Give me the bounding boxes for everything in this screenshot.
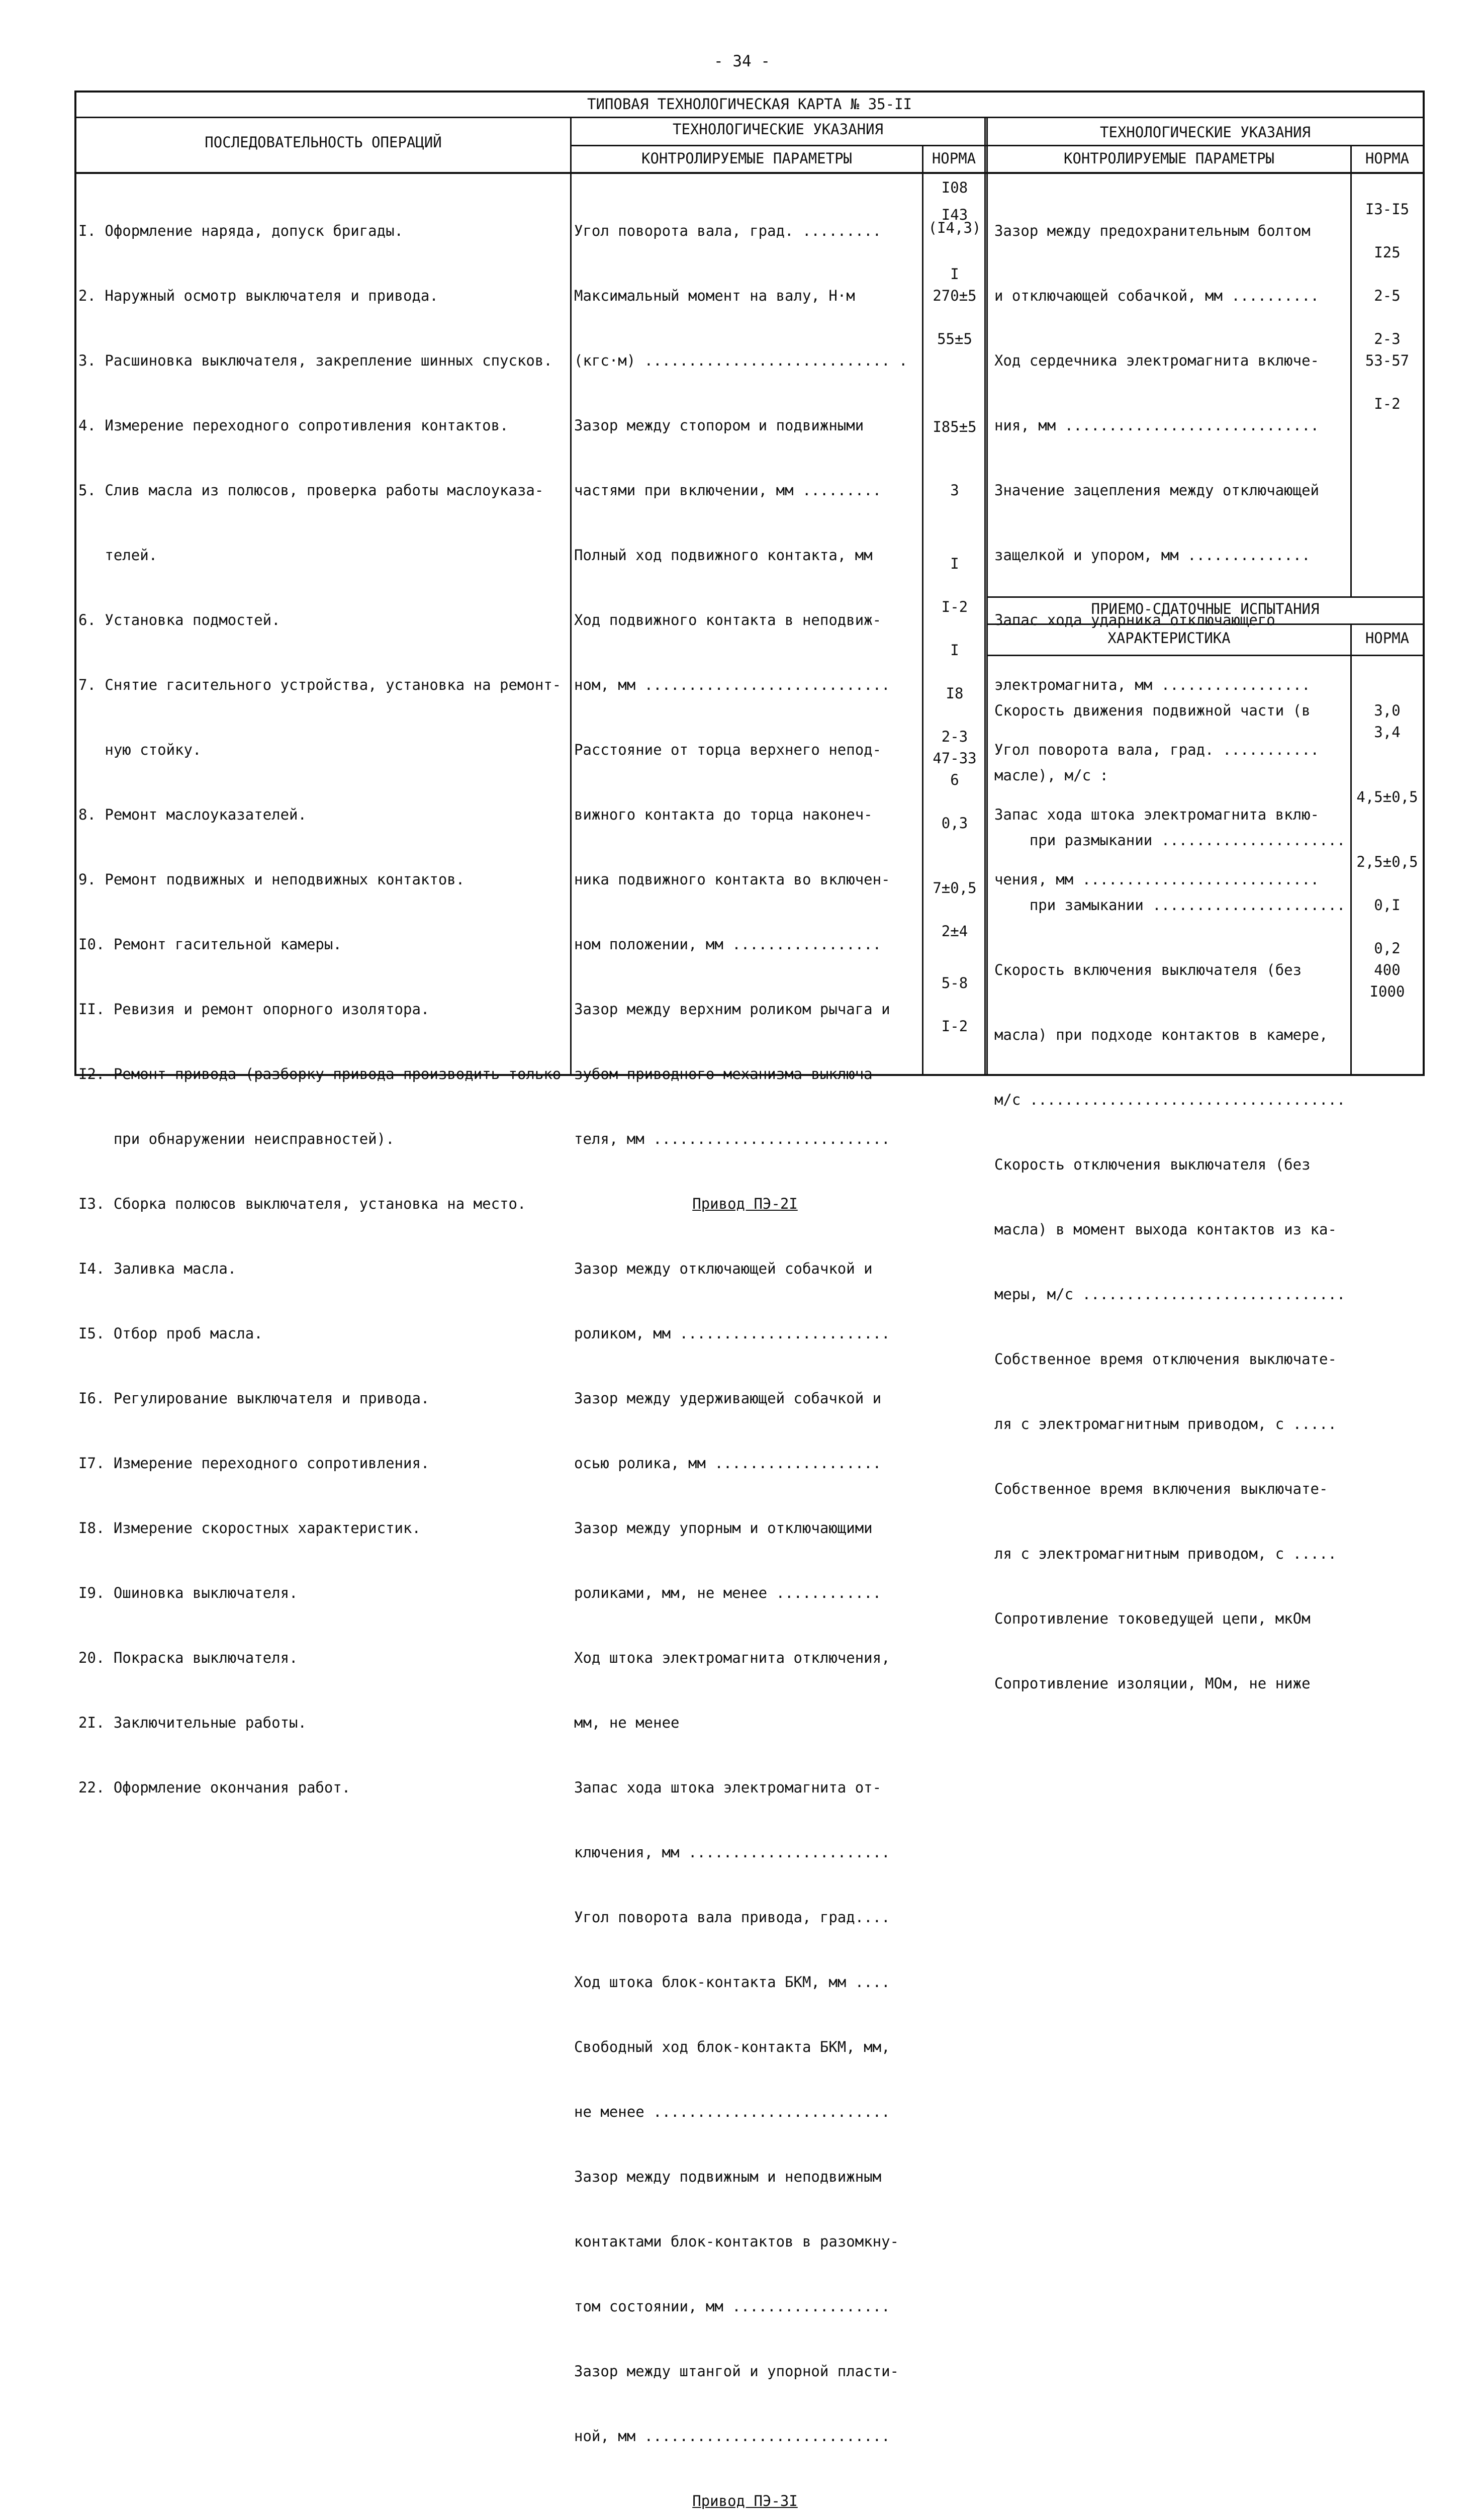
param-line: и отключающей собачкой, мм ..........	[994, 287, 1320, 304]
list-item: ную стойку.	[78, 741, 202, 758]
norm-value: I	[950, 265, 959, 283]
norm-value: I	[950, 555, 959, 572]
param-line: ния, мм .............................	[994, 417, 1320, 434]
param-line: Зазор между отключающей собачкой и	[574, 1260, 873, 1277]
page-number: - 34 -	[714, 52, 770, 70]
list-item: I8. Измерение скоростных характеристик.	[78, 1519, 421, 1537]
operations-list	[78, 177, 561, 1820]
param-line: Ход сердечника электромагнита включе-	[994, 352, 1320, 369]
param-line: электромагнита, мм .................	[994, 676, 1311, 693]
norm-value: 2-3	[1374, 330, 1401, 347]
acceptance-line: ля с электромагнитным приводом, с .....	[994, 1415, 1337, 1432]
param-line: Ход штока блок-контакта БКМ, мм ....	[574, 1973, 890, 1991]
list-item: 4. Измерение переходного сопротивления контактов.	[78, 417, 509, 434]
norm-value: 3,4	[1374, 724, 1401, 741]
norm-value: 2-5	[1374, 287, 1401, 304]
norm-header: НОРМА	[932, 150, 976, 167]
list-item: I9. Ошиновка выключателя.	[78, 1584, 298, 1601]
card-title: ТИПОВАЯ ТЕХНОЛОГИЧЕСКАЯ КАРТА № 35-II	[587, 96, 912, 113]
norm-value: I8	[946, 685, 964, 702]
list-item: I7. Измерение переходного сопротивления.	[78, 1455, 430, 1472]
param-line: Запас хода ударника отключающего	[994, 611, 1275, 628]
param-line: ной, мм ............................	[574, 2428, 890, 2445]
norm-value: 0,3	[941, 815, 968, 832]
acceptance-header: ПРИЕМО-СДАТОЧНЫЕ ИСПЫТАНИЯ	[1091, 600, 1320, 617]
acceptance-list	[994, 657, 1345, 1716]
norm-value: I08	[941, 179, 968, 196]
param-line: не менее ...........................	[574, 2103, 890, 2120]
norm-header-right: НОРМА	[1365, 150, 1410, 167]
param-line: Зазор между штангой и упорной пласти-	[574, 2363, 899, 2380]
param-line: Угол поворота вала привода, град....	[574, 1909, 890, 1926]
norm-value: 0,I	[1374, 896, 1401, 914]
norm-header-acceptance: НОРМА	[1365, 630, 1410, 647]
param-line: Свободный ход блок-контакта БКМ, мм,	[574, 2038, 890, 2055]
list-item: I. Оформление наряда, допуск бригады.	[78, 222, 404, 239]
list-item: телей.	[78, 547, 158, 564]
tech-instructions-header: ТЕХНОЛОГИЧЕСКИЕ УКАЗАНИЯ	[672, 121, 884, 138]
acceptance-line: Сопротивление токоведущей цепи, мкОм	[994, 1610, 1311, 1627]
norm-value: I43	[941, 206, 968, 223]
norm-value: 2±4	[941, 923, 968, 940]
list-item: 22. Оформление окончания работ.	[78, 1779, 351, 1796]
param-line: Запас хода штока электромагнита вклю-	[994, 806, 1320, 823]
param-line: Угол поворота вала, град. ...........	[994, 741, 1320, 758]
param-line: чения, мм ...........................	[994, 871, 1320, 888]
param-line: Полный ход подвижного контакта, мм	[574, 547, 873, 564]
param-line: Зазор между стопором и подвижными	[574, 417, 864, 434]
list-item: 9. Ремонт подвижных и неподвижных контактов.	[78, 871, 465, 888]
norm-value: 0,2	[1374, 940, 1401, 957]
norm-value: 2-3	[941, 728, 968, 745]
acceptance-line: м/с ....................................	[994, 1091, 1346, 1108]
list-item: I2. Ремонт привода (разборку привода производить только	[78, 1065, 562, 1083]
param-line: (кгс·м) ............................ .	[574, 352, 908, 369]
param-line: теля, мм ...........................	[574, 1130, 890, 1147]
norm-value: 55±5	[937, 330, 972, 347]
param-line: Максимальный момент на валу, Н·м	[574, 287, 855, 304]
param-line: контактами блок-контактов в разомкну-	[574, 2233, 899, 2250]
norm-value: 3,0	[1374, 702, 1401, 719]
acceptance-line: Скорость включения выключателя (без	[994, 961, 1302, 978]
norm-value: 3	[950, 482, 959, 499]
list-item: при обнаружении неисправностей).	[78, 1130, 395, 1147]
param-line: Значение зацепления между отключающей	[994, 482, 1320, 499]
norm-value: I	[950, 642, 959, 659]
norm-value: 2,5±0,5	[1356, 853, 1418, 870]
norm-value: 6	[950, 771, 959, 788]
list-item: 8. Ремонт маслоуказателей.	[78, 806, 307, 823]
acceptance-line: Собственное время включения выключате-	[994, 1480, 1328, 1497]
param-line: Зазор между упорным и отключающими	[574, 1519, 873, 1537]
list-item: 5. Слив масла из полюсов, проверка работы маслоуказа-	[78, 482, 544, 499]
acceptance-line: масле), м/с :	[994, 767, 1108, 784]
params-header: КОНТРОЛИРУЕМЫЕ ПАРАМЕТРЫ	[641, 150, 853, 167]
acceptance-line: Скорость отключения выключателя (без	[994, 1156, 1311, 1173]
list-item: 2. Наружный осмотр выключателя и привода.	[78, 287, 438, 304]
param-line: осью ролика, мм ...................	[574, 1455, 882, 1472]
param-line: Ход штока электромагнита отключения,	[574, 1649, 890, 1666]
norm-value: 7±0,5	[933, 879, 977, 896]
params-header-right: КОНТРОЛИРУЕМЫЕ ПАРАМЕТРЫ	[1063, 150, 1275, 167]
param-line: зубом приводного механизма выключа-	[574, 1065, 882, 1083]
tech-instructions-header-right: ТЕХНОЛОГИЧЕСКИЕ УКАЗАНИЯ	[1099, 124, 1311, 141]
param-line: ключения, мм .......................	[574, 1844, 890, 1861]
acceptance-line: при размыкании .....................	[994, 832, 1346, 849]
norm-value: I000	[1369, 983, 1405, 1000]
param-line: ника подвижного контакта во включен-	[574, 871, 890, 888]
acceptance-line: масла) в момент выхода контактов из ка-	[994, 1221, 1337, 1238]
norm-value: 400	[1374, 961, 1401, 978]
subheading-pe21: Привод ПЭ-2I	[692, 1195, 798, 1212]
list-item: I5. Отбор проб масла.	[78, 1325, 263, 1342]
norm-value: I3-I5	[1365, 201, 1410, 218]
param-line: роликами, мм, не менее ............	[574, 1584, 882, 1601]
operations-header: ПОСЛЕДОВАТЕЛЬНОСТЬ ОПЕРАЦИЙ	[205, 134, 442, 151]
norm-value: 47-33	[933, 750, 977, 767]
norm-value: I85±5	[933, 418, 977, 435]
param-line: Ход подвижного контакта в неподвиж-	[574, 611, 882, 628]
norm-value: I-2	[941, 1018, 968, 1035]
middle-params-list	[574, 177, 916, 2514]
norm-value: 270±5	[933, 287, 977, 304]
list-item: I4. Заливка масла.	[78, 1260, 237, 1277]
acceptance-line: Сопротивление изоляции, МОм, не ниже	[994, 1675, 1311, 1692]
acceptance-line: масла) при подходе контактов в камере,	[994, 1026, 1328, 1043]
norm-value: 5-8	[941, 974, 968, 992]
list-item: I0. Ремонт гасительной камеры.	[78, 936, 342, 953]
acceptance-line: при замыкании ......................	[994, 896, 1346, 914]
norm-value: 53-57	[1365, 352, 1410, 369]
acceptance-line: меры, м/с ..............................	[994, 1286, 1346, 1303]
param-line: Зазор между предохранительным болтом	[994, 222, 1311, 239]
param-line: защелкой и упором, мм ..............	[994, 547, 1311, 564]
param-line: том состоянии, мм ..................	[574, 2298, 890, 2315]
norm-value: I25	[1374, 244, 1401, 261]
list-item: I6. Регулирование выключателя и привода.	[78, 1390, 430, 1407]
norm-value: I-2	[1374, 395, 1401, 412]
acceptance-line: Скорость движения подвижной части (в	[994, 702, 1311, 719]
param-line: Расстояние от торца верхнего непод-	[574, 741, 882, 758]
param-line: Зазор между подвижным и неподвижным	[574, 2168, 882, 2185]
acceptance-line: ля с электромагнитным приводом, с .....	[994, 1545, 1337, 1562]
param-line: частями при включении, мм .........	[574, 482, 882, 499]
list-item: 3. Расшиновка выключателя, закрепление шинных спусков.	[78, 352, 552, 369]
list-item: 20. Покраска выключателя.	[78, 1649, 298, 1666]
param-line: Угол поворота вала, град. .........	[574, 222, 882, 239]
param-line: Зазор между удерживающей собачкой и	[574, 1390, 882, 1407]
norm-value: 4,5±0,5	[1356, 788, 1418, 805]
subheading-pe31: Привод ПЭ-3I	[692, 2492, 798, 2509]
param-line: Запас хода штока электромагнита от-	[574, 1779, 882, 1796]
list-item: 7. Снятие гасительного устройства, установка на ремонт-	[78, 676, 562, 693]
param-line: роликом, мм ........................	[574, 1325, 890, 1342]
acceptance-line: Собственное время отключения выключате-	[994, 1351, 1337, 1368]
param-line: Зазор между верхним роликом рычага и	[574, 1001, 890, 1018]
param-line: вижного контакта до торца наконеч-	[574, 806, 873, 823]
norm-value: I-2	[941, 598, 968, 615]
list-item: I3. Сборка полюсов выключателя, установка на место.	[78, 1195, 526, 1212]
param-line: мм, не менее	[574, 1714, 680, 1731]
list-item: 6. Установка подмостей.	[78, 611, 281, 628]
param-line: ном положении, мм .................	[574, 936, 882, 953]
param-line: ном, мм ............................	[574, 676, 890, 693]
characteristic-header: ХАРАКТЕРИСТИКА	[1107, 630, 1231, 647]
norm-value: (I4,3)	[928, 219, 981, 236]
list-item: II. Ревизия и ремонт опорного изолятора.	[78, 1001, 430, 1018]
list-item: 2I. Заключительные работы.	[78, 1714, 307, 1731]
